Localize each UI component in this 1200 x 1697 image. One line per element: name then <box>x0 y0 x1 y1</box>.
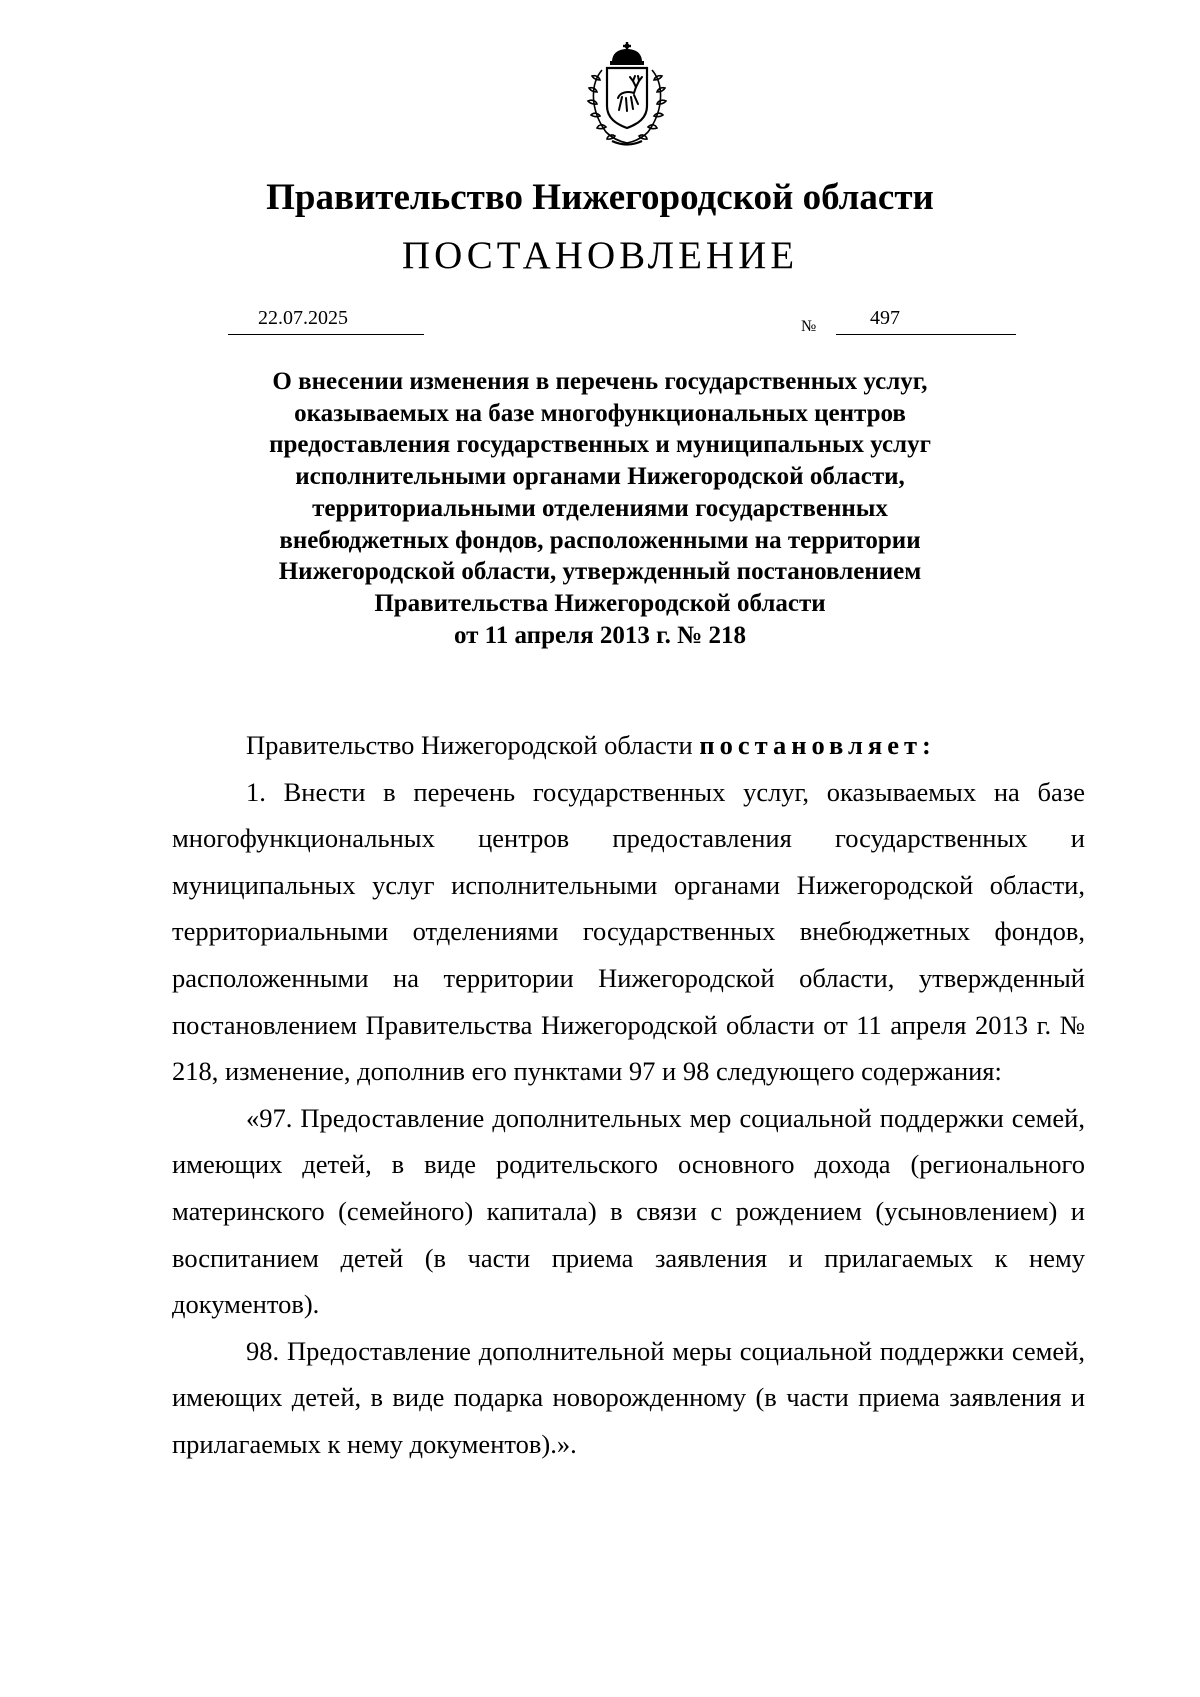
intro-prefix: Правительство Нижегородской области <box>246 730 700 760</box>
government-title: Правительство Нижегородской области <box>266 177 934 218</box>
subject-line: О внесении изменения в перечень государственных услуг, <box>272 368 928 395</box>
document-subject <box>150 366 1050 651</box>
body-paragraph: 98. Предоставление дополнительной меры социальной поддержки семей, имеющих детей, в виде подарка новорожденному (в части приема заявления и прилагаемых к нему документов).». <box>172 1335 1085 1459</box>
intro-paragraph <box>172 722 1085 769</box>
subject-line: предоставления государственных и муниципальных услуг <box>269 431 931 459</box>
subject-line: оказываемых на базе многофункциональных центров <box>294 399 906 427</box>
document-number: 497 <box>870 307 900 329</box>
number-sign: № <box>801 318 817 335</box>
subject-line: территориальными отделениями государственных <box>312 494 888 522</box>
document-type-heading: ПОСТАНОВЛЕНИЕ <box>401 234 799 277</box>
subject-line: Нижегородской области, утвержденный постановлением <box>278 558 922 586</box>
subject-line: внебюджетных фондов, расположенными на территории <box>279 526 921 554</box>
resolves-word: постановляет: <box>699 730 936 760</box>
number-field <box>836 306 1016 335</box>
body-paragraph: «97. Предоставление дополнительных мер социальной поддержки семей, имеющих детей, в виде родительского основного дохода (регионального материнского (семейного) капитала) в связи с рождением (усыновлением) и воспитанием детей (в части приема заявления и прилагаемых к нему документов). <box>172 1102 1085 1320</box>
subject-line: Правительства Нижегородской области <box>374 589 826 617</box>
document-body <box>172 722 1085 1468</box>
subject-line: от 11 апреля 2013 г. № 218 <box>453 621 747 649</box>
body-paragraph: 1. Внести в перечень государственных услуг, оказываемых на базе многофункциональных центров предоставления государственных и муниципальных услуг исполнительными органами Нижегородской области, территориальными отделениями государственных внебюджетных фондов, расположенными на территории Нижегородской области, утвержденный постановлением Правительства Нижегородской области от 11 апреля 2013 г. № 218, изменение, дополнив его пунктами 97 и 98 следующего содержания: <box>172 776 1085 1087</box>
subject-line: исполнительными органами Нижегородской области, <box>295 463 905 491</box>
coat-of-arms-emblem <box>572 40 682 150</box>
document-date: 22.07.2025 <box>258 307 348 329</box>
date-field <box>228 306 424 335</box>
